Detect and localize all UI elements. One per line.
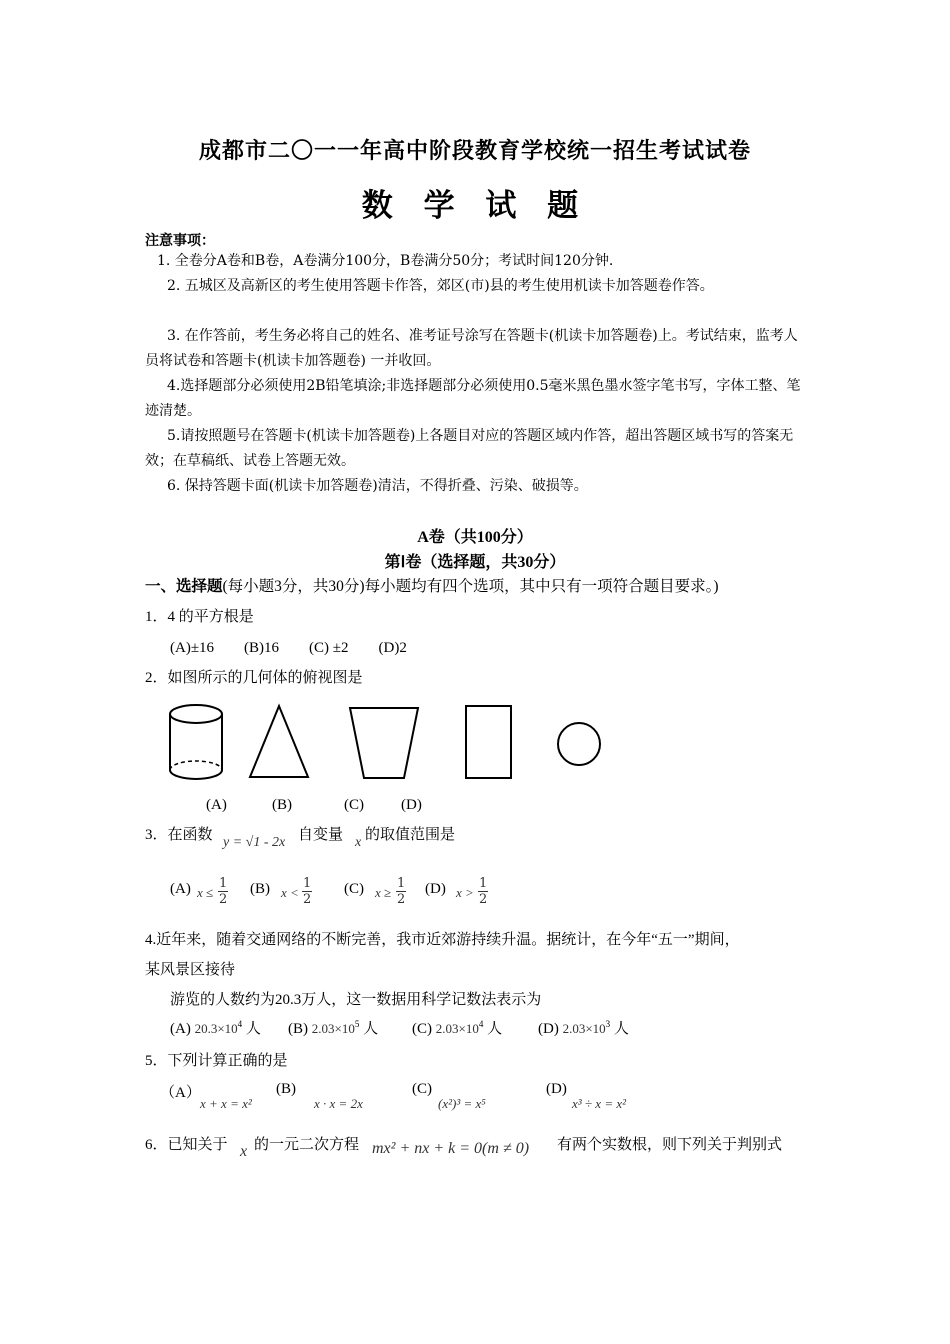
option-a-triangle [250, 706, 308, 777]
q1-options: (A)±16 (B)16 (C) ±2 (D)2 [170, 640, 407, 656]
opt-label: (B) [288, 1021, 308, 1037]
q3-opt-b-frac [302, 876, 312, 907]
q6-stem-b: 的一元二次方程 [254, 1137, 360, 1153]
q5-opt-b-label: (B) [276, 1081, 296, 1097]
opt-exp: 3 [605, 1019, 611, 1029]
q2-figures [160, 700, 620, 785]
q3-opt-c-label: (C) [344, 881, 364, 897]
q6-var: x [240, 1143, 248, 1160]
exam-title: 成都市二〇一一年高中阶段教育学校统一招生考试试卷 [198, 138, 751, 164]
choice-instructions: (每小题3分，共30分)每小题均有四个选项，其中只有一项符合题目要求。) [222, 578, 719, 595]
q2-label-a: (A) [206, 797, 227, 813]
opt-unit: 人 [487, 1021, 503, 1037]
opt-exp: 4 [237, 1019, 243, 1029]
q4-opt-b [288, 1017, 378, 1038]
q2-stem: 2．如图所示的几何体的俯视图是 [145, 670, 363, 686]
opt-base: 20.3×10 [194, 1021, 238, 1036]
subject-title: 数 学 试 题 [361, 188, 589, 224]
q3-opt-d-op: x > [456, 885, 474, 900]
option-b-trapezoid [350, 708, 418, 778]
notice-item-1: 1. 全卷分A卷和B卷，A卷满分100分，B卷满分50分；考试时间120分钟. [157, 253, 614, 269]
notice-item-2: 2. 五城区及高新区的考生使用答题卡作答，郊区(市)县的考生使用机读卡加答题卷作答。 [167, 278, 714, 294]
option-c-rectangle [466, 706, 511, 778]
q3-stem-a: 3．在函数 [145, 827, 213, 843]
frac-den: 2 [479, 892, 488, 907]
q2-label-c: (C) [344, 797, 364, 813]
frac-num: 1 [219, 876, 228, 891]
q2-label-d: (D) [401, 797, 422, 813]
opt-label: (D) [538, 1021, 559, 1037]
notice-item-6: 6. 保持答题卡面(机读卡加答题卷)清洁，不得折叠、污染、破损等。 [167, 478, 588, 494]
q3-opt-a-label: (A) [170, 881, 191, 897]
q5-opt-a-expr: x + x = x² [200, 1096, 252, 1111]
notice-heading: 注意事项： [145, 233, 215, 249]
opt-unit: 人 [363, 1021, 379, 1037]
q6-stem-c: 有两个实数根，则下列关于判别式 [557, 1137, 783, 1153]
frac-num: 1 [303, 876, 312, 891]
q6-formula: mx² + nx + k = 0(m ≠ 0) [372, 1140, 530, 1157]
choice-label: 一、选择题 [145, 578, 223, 595]
opt-unit: 人 [613, 1021, 629, 1037]
opt-unit: 人 [245, 1021, 261, 1037]
section-a-title: A卷（共100分） [417, 529, 533, 546]
q4-line-3: 游览的人数约为20.3万人，这一数据用科学记数法表示为 [170, 992, 542, 1008]
choice-section-heading [145, 574, 719, 596]
q4-opt-d [538, 1017, 629, 1038]
q3-stem-c: 的取值范围是 [365, 827, 456, 843]
opt-base: 2.03×10 [562, 1021, 606, 1036]
option-d-circle [558, 723, 600, 765]
q3-opt-a-op: x ≤ [197, 885, 214, 900]
frac-den: 2 [219, 892, 228, 907]
notice-item-5: 5.请按照题号在答题卡(机读卡加答题卷)上各题目对应的答题区域内作答，超出答题区域书写的答案无效；在草稿纸、试卷上答题无效。 [145, 428, 794, 469]
notice-item-4: 4.选择题部分必须使用2B铅笔填涂;非选择题部分必须使用0.5毫米黑色墨水签字笔书写，字体工整、笔迹清楚。 [145, 378, 801, 419]
q3-stem-b: 自变量 [298, 827, 344, 843]
q5-opt-b-expr: x · x = 2x [314, 1096, 363, 1111]
q3-opt-b-op: x < [281, 885, 299, 900]
q6-stem-a: 6．已知关于 [145, 1137, 228, 1153]
q5-stem: 5．下列计算正确的是 [145, 1053, 288, 1069]
opt-label: (A) [170, 1021, 191, 1037]
frac-den: 2 [303, 892, 312, 907]
q4-opt-a [170, 1017, 261, 1038]
cylinder-figure [170, 705, 222, 779]
q4-line-2: 某风景区接待 [145, 962, 236, 978]
opt-base: 2.03×10 [311, 1021, 355, 1036]
q4-opt-c [412, 1017, 502, 1038]
q2-label-b: (B) [272, 797, 292, 813]
q1-stem: 1．4 的平方根是 [145, 609, 254, 625]
notice-item-3: 3. 在作答前，考生务必将自己的姓名、准考证号涂写在答题卡(机读卡加答题卷)上。考试结束，监考人员将试卷和答题卡(机读卡加答题卷) 一并收回。 [145, 328, 798, 369]
part1-title: 第Ⅰ卷（选择题，共30分） [384, 554, 566, 571]
q3-opt-b-label: (B) [250, 881, 270, 897]
frac-num: 1 [397, 876, 406, 891]
q3-opt-c-frac [396, 876, 406, 907]
q3-formula: y = √1 - 2x [223, 835, 286, 850]
q5-opt-d-label: (D) [546, 1081, 567, 1097]
opt-exp: 5 [354, 1019, 360, 1029]
q3-var: x [355, 835, 362, 850]
q5-opt-c-expr: (x²)³ = x⁵ [438, 1096, 486, 1111]
q3-opt-d-label: (D) [425, 881, 446, 897]
q5-opt-d-expr: x³ ÷ x = x² [572, 1096, 627, 1111]
q3-opt-d-frac [478, 876, 488, 907]
q3-opt-a-frac [218, 876, 228, 907]
opt-label: (C) [412, 1021, 432, 1037]
q5-opt-a-label: （A） [160, 1085, 201, 1101]
frac-den: 2 [397, 892, 406, 907]
q4-line-1: 4.近年来，随着交通网络的不断完善，我市近郊游持续升温。据统计，在今年“五一”期间， [145, 932, 740, 948]
frac-num: 1 [479, 876, 488, 891]
opt-base: 2.03×10 [435, 1021, 479, 1036]
q3-opt-c-op: x ≥ [375, 885, 392, 900]
opt-exp: 4 [478, 1019, 484, 1029]
q5-opt-c-label: (C) [412, 1081, 432, 1097]
